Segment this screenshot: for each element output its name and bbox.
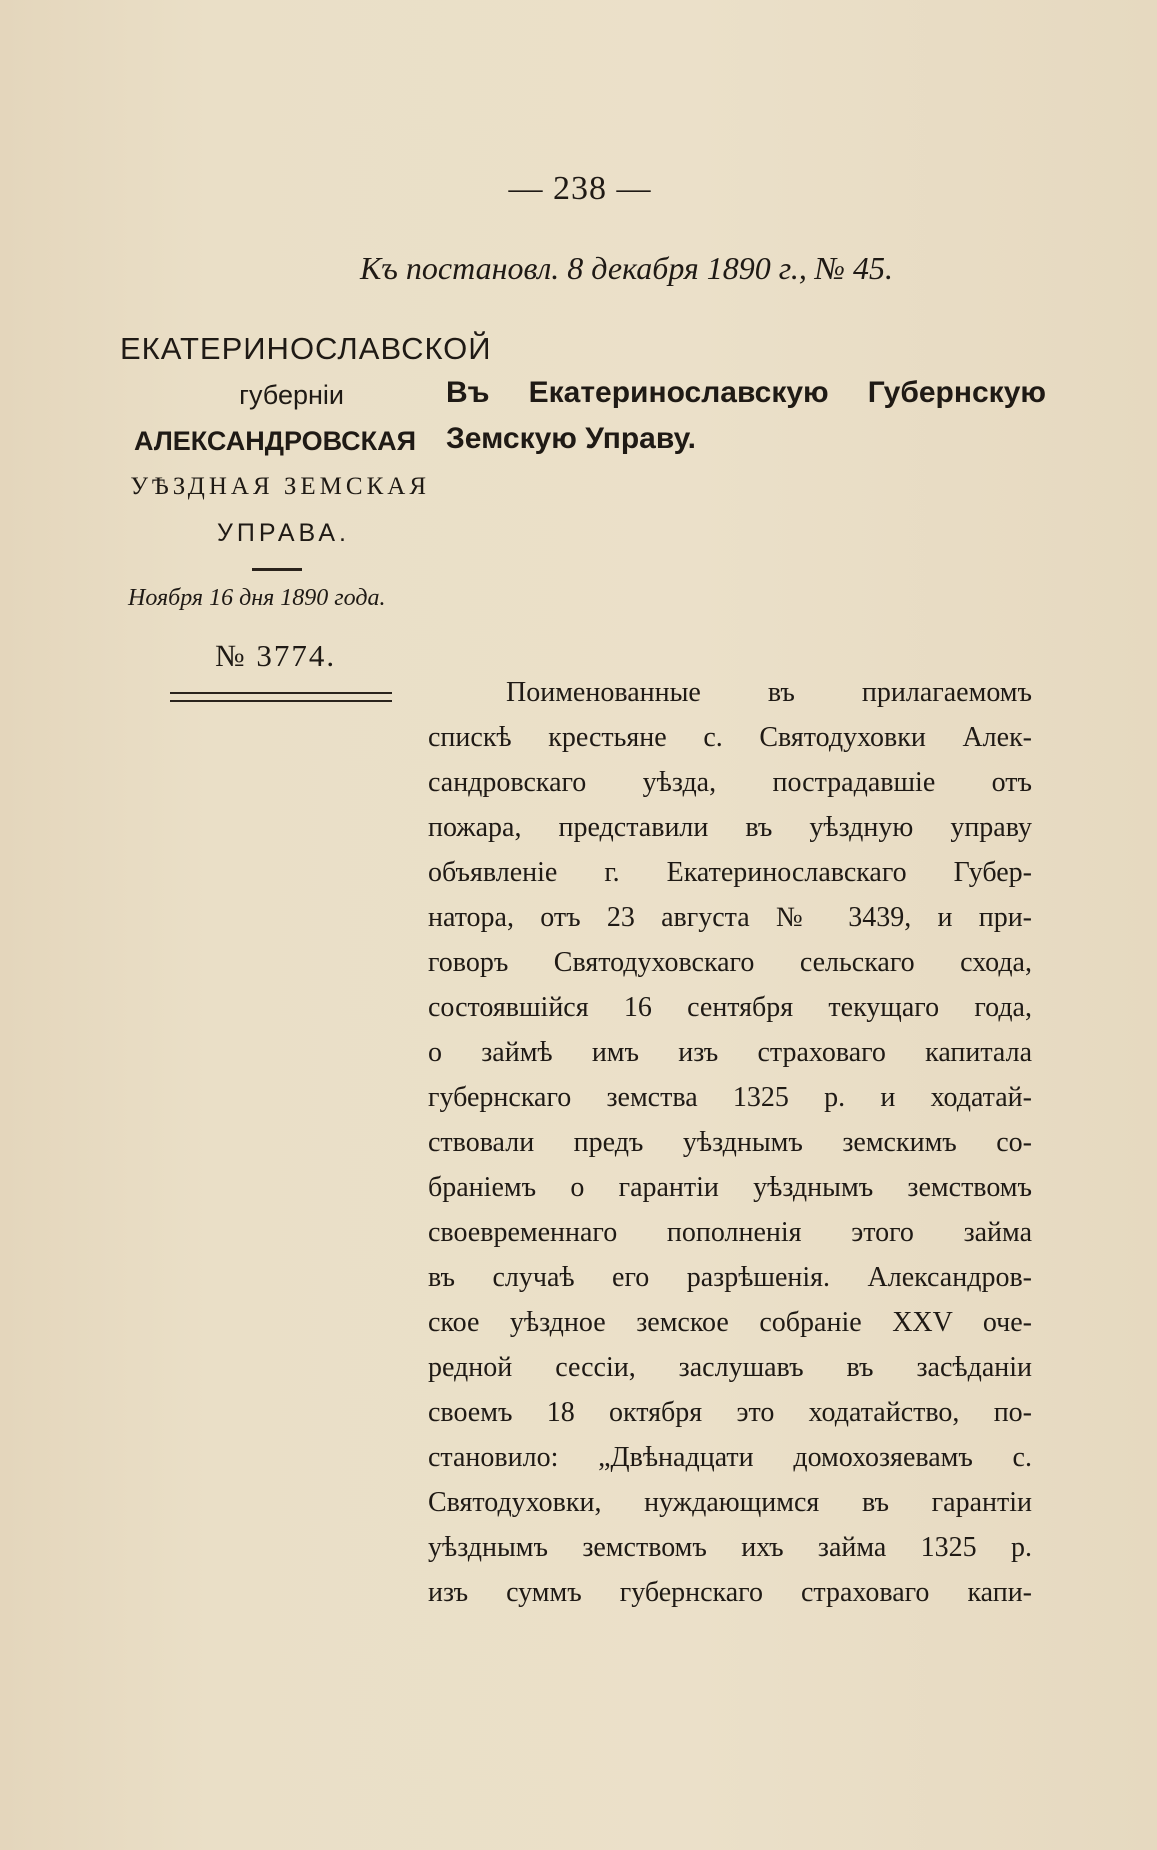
body-line: Святодуховки, нуждающимся въ гарантіи [428,1487,1032,1518]
addressee-line: Земскую Управу. [446,422,696,455]
body-line: въ случаѣ его разрѣшенія. Александров- [428,1262,1032,1293]
body-line: объявленіе г. Екатеринославскаго Губер- [428,857,1032,888]
body-line: спискѣ крестьяне с. Святодуховки Алек- [428,722,1032,753]
body-line: ское уѣздное земское собраніе XXV оче- [428,1307,1032,1338]
body-line: сандровскаго уѣзда, пострадавшіе отъ [428,767,1032,798]
body-line: своевременнаго пополненія этого займа [428,1217,1032,1248]
body-line: становило: „Двѣнадцати домохозяевамъ с. [428,1442,1032,1473]
addressee-line: Въ Екатеринославскую Губернскую [446,376,1046,409]
letter-date: Ноября 16 дня 1890 года. [128,585,386,611]
body-line: пожара, представили въ уѣздную управу [428,812,1032,843]
body-line: состоявшійся 16 сентября текущаго года, [428,992,1032,1023]
body-line: о займѣ имъ изъ страховаго капитала [428,1037,1032,1068]
body-line: своемъ 18 октября это ходатайство, по- [428,1397,1032,1428]
body-line: редной сессіи, заслушавъ въ засѣданіи [428,1352,1032,1383]
letter-body [428,670,1032,1615]
body-line: уѣзднымъ земствомъ ихъ займа 1325 р. [428,1532,1032,1563]
sender-uprava: УПРАВА. [217,519,350,547]
sender-zemskaya: УѢЗДНАЯ ЗЕМСКАЯ [130,473,430,500]
double-divider [170,692,392,702]
sender-gubernia: губерніи [239,380,344,410]
body-line: Поименованные въ прилагаемомъ [506,677,1032,708]
body-line: изъ суммъ губернскаго страховаго капи- [428,1577,1032,1608]
sender-block [120,326,492,556]
addressee-block [446,370,1046,462]
body-line: ствовали предъ уѣзднымъ земскимъ со- [428,1127,1032,1158]
page-number: — 238 — [508,170,652,207]
body-line: браніемъ о гарантіи уѣзднымъ земствомъ [428,1172,1032,1203]
short-divider [252,568,302,571]
sender-district: АЛЕКСАНДРОВСКАЯ [134,426,416,456]
sender-province: ЕКАТЕРИНОСЛАВСКОЙ [120,331,492,366]
body-line: говоръ Святодуховскаго сельскаго схода, [428,947,1032,978]
body-line: губернскаго земства 1325 р. и ходатай- [428,1082,1032,1113]
resolution-reference: Къ постановл. 8 декабря 1890 г., № 45. [360,250,894,286]
outgoing-number: № 3774. [215,638,337,673]
body-line: натора, отъ 23 августа № 3439, и при- [428,902,1032,933]
